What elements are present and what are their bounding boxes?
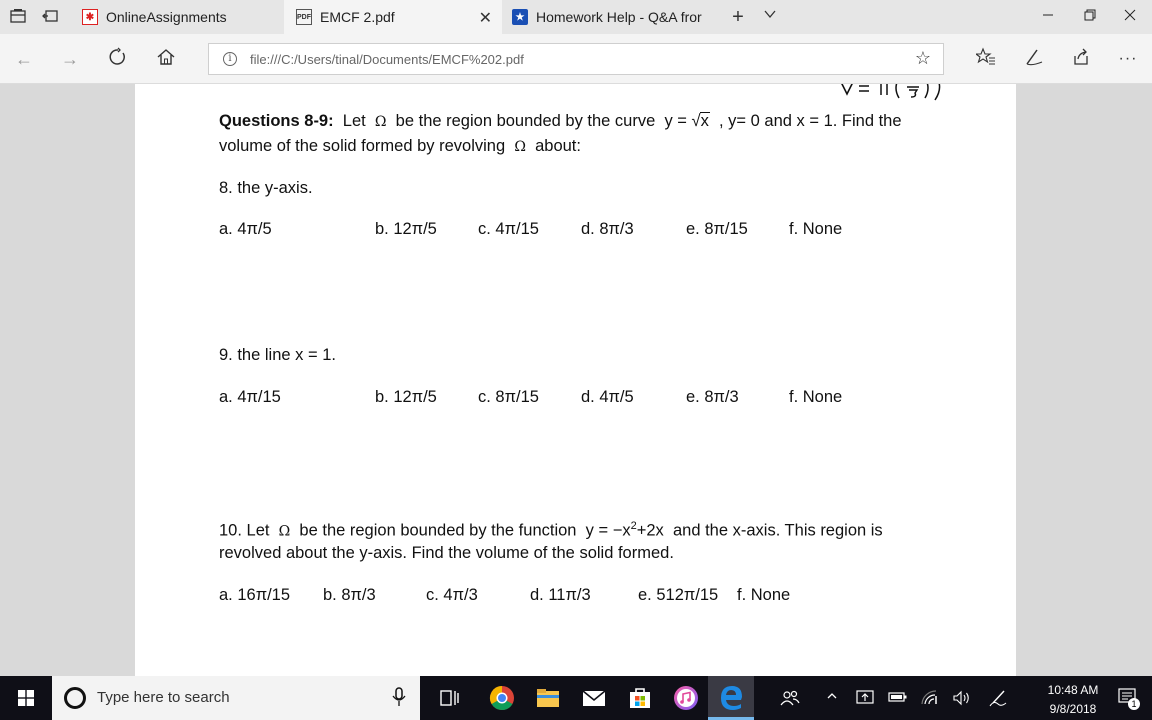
notification-count-badge: 1 [1128, 698, 1140, 710]
site-info-icon[interactable]: i [223, 52, 237, 66]
tab-online-assignments[interactable] [76, 0, 284, 34]
q10-option-b: b. 8π/3 [323, 586, 376, 604]
close-window-icon[interactable] [1110, 4, 1150, 28]
q8-option-d: d. 8π/3 [581, 220, 634, 238]
omega-symbol: Ω [514, 139, 526, 155]
sqrt-radicand: x [700, 112, 709, 130]
equation-lhs: y = [664, 112, 692, 130]
navigation-bar [0, 34, 1152, 84]
q9-option-b: b. 12π/5 [375, 388, 437, 406]
show-hidden-icons-chevron-icon[interactable] [826, 690, 838, 705]
star-favicon-icon: ★ [512, 9, 528, 25]
microphone-icon[interactable] [392, 687, 406, 712]
address-bar[interactable] [208, 43, 944, 75]
q8-option-b: b. 12π/5 [375, 220, 437, 238]
show-tabs-aside-icon[interactable] [40, 7, 60, 27]
pdf-icon: PDF [296, 9, 312, 25]
clock-time: 10:48 AM [1047, 683, 1099, 697]
more-ellipsis-icon[interactable]: ··· [1118, 50, 1138, 67]
start-button[interactable] [0, 676, 52, 720]
sqrt-icon: √ [691, 112, 701, 130]
q10-option-d: d. 11π/3 [530, 586, 591, 604]
q10-exponent: 2 [630, 520, 637, 532]
intro-text: volume of the solid formed by revolving [219, 137, 506, 155]
questions-8-9-intro [219, 112, 902, 131]
taskbar-search-box[interactable] [52, 676, 420, 720]
file-explorer-icon[interactable] [534, 684, 562, 712]
q10-text: and the x-axis. This region is [672, 521, 883, 540]
edge-icon[interactable] [708, 676, 754, 720]
q10-text: 10. Let [219, 521, 270, 540]
q10-option-e: e. 512π/15 [638, 586, 719, 604]
address-url[interactable]: file:///C:/Users/tinal/Documents/EMCF%202.pdf [250, 52, 524, 67]
home-icon[interactable] [154, 47, 178, 71]
tab-homework-help[interactable] [502, 0, 720, 34]
upload-tray-icon[interactable] [856, 689, 874, 708]
battery-icon[interactable] [888, 690, 908, 707]
mail-icon[interactable] [580, 684, 608, 712]
cortana-icon [64, 687, 86, 709]
q8-option-c: c. 4π/15 [478, 220, 539, 238]
tab-emcf-pdf[interactable] [284, 0, 502, 34]
tab-bar [0, 0, 1152, 34]
question-8-prompt: 8. the y-axis. [219, 179, 313, 197]
q9-option-d: d. 4π/5 [581, 388, 634, 406]
restore-icon[interactable] [1070, 4, 1110, 28]
search-placeholder: Type here to search [97, 689, 230, 706]
q10-text: be the region bounded by the function [299, 521, 577, 540]
handwritten-annotation [835, 84, 985, 110]
chrome-icon[interactable] [488, 684, 516, 712]
itunes-icon[interactable] [672, 684, 700, 712]
questions-8-9-intro-line2 [219, 137, 581, 156]
tab-title: Homework Help - Q&A fror [536, 9, 702, 25]
clock-date: 9/8/2018 [1049, 702, 1097, 716]
pdf-viewer[interactable] [0, 84, 1152, 676]
question-9-prompt: 9. the line x = 1. [219, 346, 336, 364]
tab-title: OnlineAssignments [106, 9, 227, 25]
intro-text: , y= 0 and x = 1. Find the [719, 112, 902, 130]
omega-symbol: Ω [374, 114, 387, 130]
q9-option-a: a. 4π/15 [219, 388, 281, 406]
question-10-prompt-line2: revolved about the y-axis. Find the volume of the solid formed. [219, 544, 674, 562]
clock[interactable] [1038, 681, 1108, 719]
refresh-icon[interactable] [106, 47, 130, 71]
windows-logo-icon [18, 690, 34, 706]
q9-option-c: c. 8π/15 [478, 388, 539, 406]
q8-option-f: f. None [789, 220, 843, 238]
online-assignments-favicon-icon: ✱ [82, 9, 98, 25]
taskbar [0, 676, 1152, 720]
intro-text: about: [535, 137, 581, 155]
forward-arrow-icon[interactable]: → [61, 49, 79, 69]
q10-function: y = −x [585, 521, 631, 540]
q10-option-f: f. None [737, 586, 791, 604]
favorite-star-icon[interactable]: ☆ [914, 48, 931, 68]
q8-option-a: a. 4π/5 [219, 220, 272, 238]
q8-option-e: e. 8π/15 [686, 220, 748, 238]
pdf-page [135, 84, 1016, 676]
q10-function-rest: +2x [636, 521, 664, 540]
q9-option-f: f. None [789, 388, 843, 406]
people-icon[interactable] [780, 688, 800, 711]
q10-option-a: a. 16π/15 [219, 586, 291, 604]
q10-option-c: c. 4π/3 [426, 586, 478, 604]
store-icon[interactable] [626, 684, 654, 712]
set-tabs-aside-icon[interactable] [8, 7, 28, 27]
close-tab-icon[interactable]: ✕ [478, 10, 492, 27]
new-tab-icon[interactable]: + [732, 6, 744, 28]
task-view-icon[interactable] [436, 684, 464, 712]
back-arrow-icon[interactable]: ← [15, 49, 33, 69]
intro-text: Let [342, 112, 366, 130]
tab-title: EMCF 2.pdf [320, 9, 395, 25]
omega-symbol: Ω [278, 523, 291, 540]
share-icon[interactable] [1068, 47, 1092, 71]
q9-option-e: e. 8π/3 [686, 388, 739, 406]
question-10-prompt [219, 520, 883, 541]
windows-ink-pen-icon[interactable] [988, 688, 1008, 711]
favorites-hub-icon[interactable] [974, 47, 998, 71]
web-note-pen-icon[interactable] [1022, 47, 1046, 71]
action-center-icon[interactable] [1118, 688, 1138, 708]
wifi-icon[interactable] [920, 690, 940, 709]
tab-preview-chevron-icon[interactable] [760, 7, 780, 27]
volume-icon[interactable] [952, 690, 972, 709]
questions-label: Questions 8-9: [219, 112, 334, 130]
minimize-icon[interactable] [1028, 4, 1068, 28]
intro-text: be the region bounded by the curve [395, 112, 656, 130]
